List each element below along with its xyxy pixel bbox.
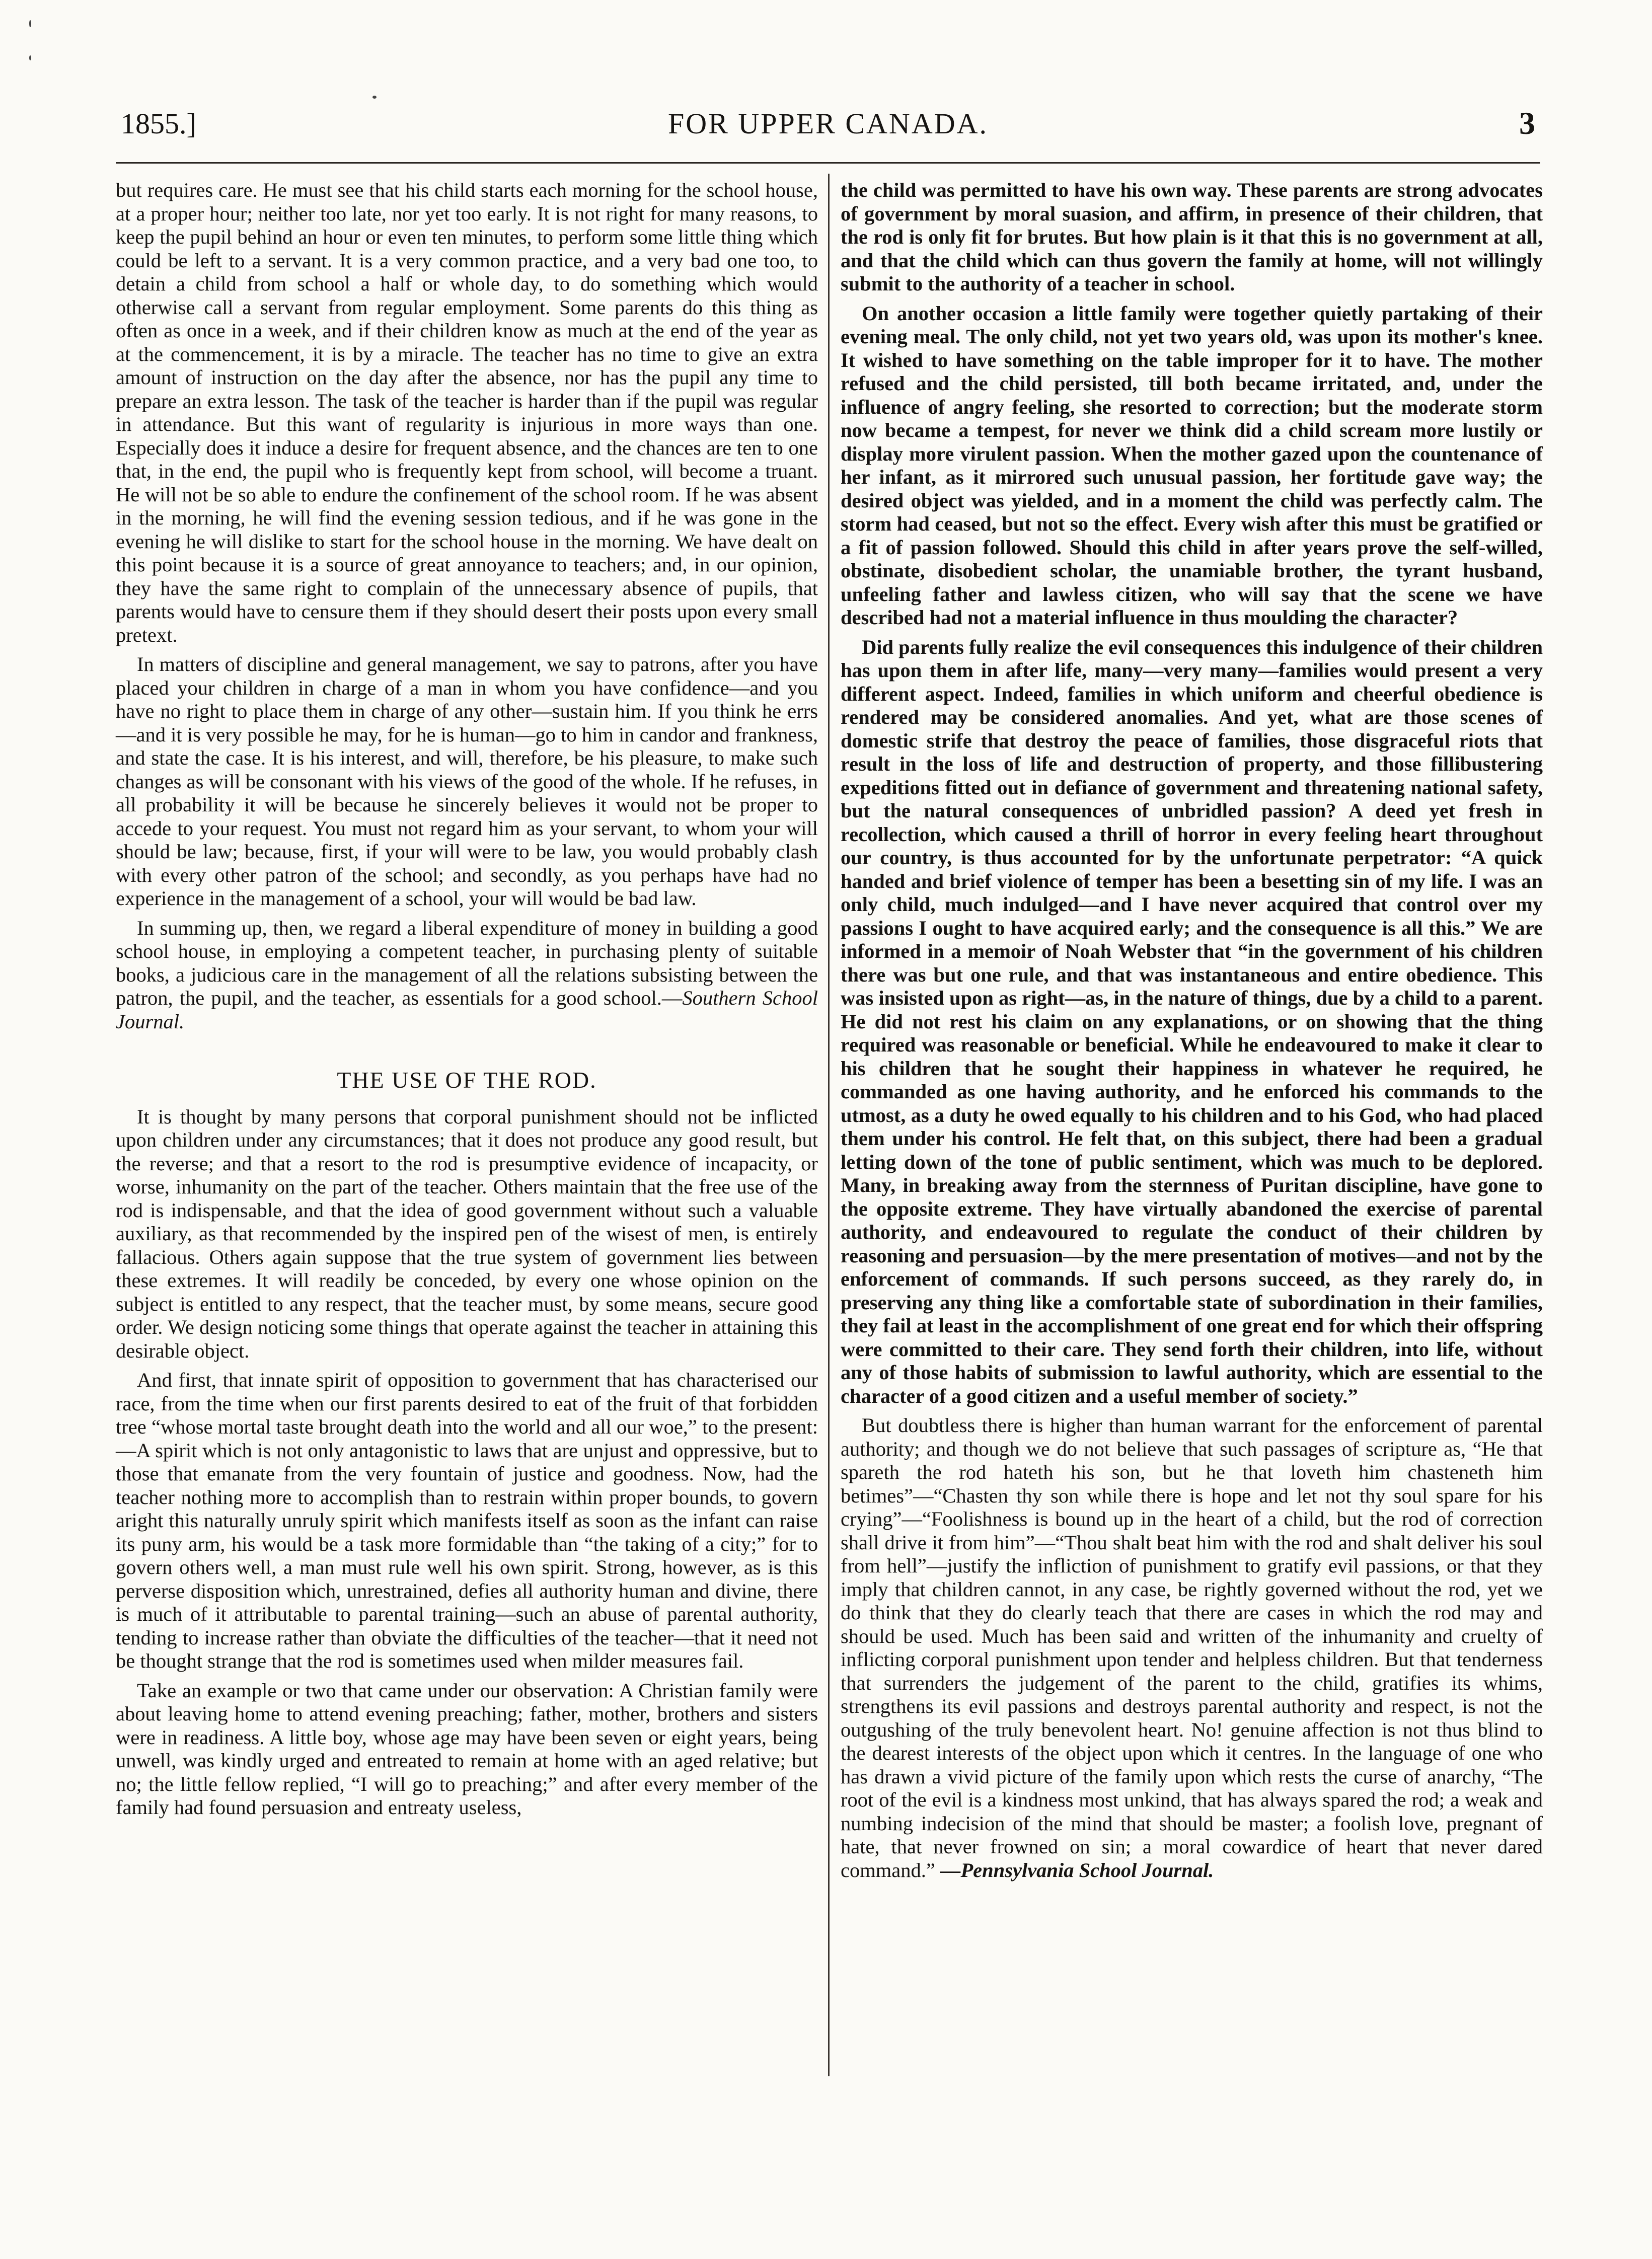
header-year: 1855.] bbox=[121, 107, 196, 140]
header-rule bbox=[116, 162, 1540, 164]
page-header bbox=[121, 107, 1535, 152]
article-paragraph bbox=[116, 917, 818, 1034]
article-paragraph: the child was permitted to have his own way. These parents are strong advocates of government by moral suasion, and affirm, in presence of their children, that the rod is only fit for brutes. But how plain is it that this is no government at all, and that the child which can thus govern the family at home, will not willingly submit to the authority of a teacher in school. bbox=[841, 179, 1543, 295]
article-paragraph: In matters of discipline and general management, we say to patrons, after you have placed your children in charge of a man in whom you have confidence—and you have no right to place them in charge of any other—sustain him. If you think he errs—and it is very possible he may, for he is human—go to him in candor and frankness, and state the case. It is his interest, and will, therefore, be his pleasure, to make such changes as will be consonant with his views of the good of the whole. If he refuses, in all probability it will be because he sincerely believes it would not be proper to accede to your request. You must not regard him as your servant, to whom your will should be law; because, first, if your will were to be law, you would probably clash with every other patron of the school; and secondly, as you perhaps have had no experience in the management of a school, your will would be bad law. bbox=[116, 653, 818, 910]
article-paragraph: It is thought by many persons that corporal punishment should not be inflicted upon children under any circumstances; that it does not produce any good result, but the reverse; and that a resort to the rod is presumptive evidence of incapacity, or worse, inhumanity on the part of the teacher. Others maintain that the free use of the rod is indispensable, and that the idea of good government without such a valuable auxiliary, as that recommended by the inspired pen of the wisest of men, is entirely fallacious. Others again suppose that the true system of government lies between these extremes. It will readily be conceded, by every one whose opinion on the subject is entitled to any respect, that the teacher must, by some means, secure good order. We design noticing some things that operate against the teacher in attaining this desirable object. bbox=[116, 1105, 818, 1362]
page-number: 3 bbox=[1519, 105, 1535, 141]
right-column bbox=[841, 179, 1543, 1888]
column-divider bbox=[828, 174, 830, 2076]
paragraph-text: But doubtless there is higher than human warrant for the enforcement of parental authority; and though we do not believe that such passages of scripture as, “He that spareth the rod hateth his son, but he that loveth him chasteneth him betimes”—“Chasten thy son while there is hope and let not thy soul spare for his crying”—“Foolishness is bound up in the heart of a child, but the rod of correction shall drive it from him”—“Thou shalt beat him with the rod and shalt deliver his soul from hell”—justify the infliction of punishment to gratify evil passions, or that they imply that children cannot, in any case, be rightly governed without the rod, yet we do think that they do clearly teach that there are cases in which the rod may and should be used. Much has been said and written of the inhumanity and cruelty of inflicting corporal punishment upon tender and helpless children. But that tenderness that surrenders the judgement of the parent to the child, gratifies its whims, strengthens its evil passions and destroys parental authority and respect, is not the outgushing of the truly benevolent heart. No! genuine affection is not thus blind to the dearest interests of the object upon which it centres. In the language of one who has drawn a vivid picture of the family upon which rests the curse of anarchy, “The root of the evil is a kindness most unkind, that has always spared the rod; a weak and numbing indecision of the mind that should be master; a foolish love, pregnant of hate, that never frowned on sin; a moral cowardice of heart that never dared command.” bbox=[841, 1414, 1543, 1881]
left-column bbox=[116, 179, 818, 1826]
article-paragraph: And first, that innate spirit of opposition to government that has characterised our race, from the time when our first parents desired to eat of the fruit of that forbidden tree “whose mortal taste brought death into the world and all our woe,” to the present:—A spirit which is not only antagonistic to laws that are unjust and oppressive, but to those that emanate from the very fountain of justice and goodness. Now, had the teacher nothing more to accomplish than to restrain within proper bounds, to govern aright this naturally unruly spirit which manifests itself as soon as the infant can raise its puny arm, his would be a task more formidable than “the taking of a city;” for to govern others well, a man must rule well his own spirit. Strong, however, as is this perverse disposition which, unrestrained, defies all authority human and divine, there is much of it attributable to parental training—such an abuse of parental authority, tending to increase rather than obviate the difficulties of the teacher—that it need not be thought strange that the rod is sometimes used when milder measures fail. bbox=[116, 1369, 818, 1672]
article-paragraph: Take an example or two that came under our observation: A Christian family were about leaving home to attend evening preaching; father, mother, brothers and sisters were in readiness. A little boy, whose age may have been seven or eight years, being unwell, was kindly urged and entreated to remain at home with an aged relative; but no; the little fellow replied, “I will go to preaching;” and after every member of the family had found persuasion and entreaty useless, bbox=[116, 1679, 818, 1819]
print-speck bbox=[372, 96, 377, 99]
print-speck bbox=[29, 55, 31, 60]
article-paragraph: but requires care. He must see that his child starts each morning for the school house, at a proper hour; neither too late, nor yet too early. It is not right for many reasons, to keep the pupil behind an hour or even ten minutes, to perform some little thing which could be left to a servant. It is a very common practice, and a very bad one too, to detain a child from school a half or whole day, to do something which would otherwise call a servant from regular employment. Some parents do this thing as often as once in a week, and if their children know as much at the end of the year as at the commencement, it is by a miracle. The teacher has no time to give an extra amount of instruction on the day after the absence, nor has the pupil any time to prepare an extra lesson. The task of the teacher is harder than if the pupil was regular in attendance. But this want of regularity is injurious in more ways than one. Especially does it induce a desire for frequent absence, and the chances are ten to one that, in the end, the pupil who is frequently kept from school, will become a truant. He will not be so able to endure the confinement of the school room. If he was absent in the morning, he will find the evening session tedious, and if he was gone in the evening he will dislike to start for the school house in the morning. We have dealt on this point because it is a source of great annoyance to teachers; and, in our opinion, they have the same right to complain of the unnecessary absence of pupils, that parents would have to censure them if they should desert their posts upon every small pretext. bbox=[116, 179, 818, 646]
section-title-text: THE USE OF THE ROD. bbox=[337, 1067, 597, 1093]
header-title: FOR UPPER CANADA. bbox=[668, 107, 988, 140]
paragraph-text: In summing up, then, we regard a liberal expenditure of money in building a good school house, in employing a competent teacher, in purchasing plenty of suitable books, a judicious care in the management of all the relations subsisting between the patron, the pupil, and the teacher, as essentials for a good school.— bbox=[116, 916, 818, 1009]
section-title bbox=[116, 1069, 818, 1092]
source-citation: Southern School Journal. bbox=[116, 987, 818, 1033]
print-speck bbox=[29, 20, 31, 27]
article-paragraph bbox=[841, 1414, 1543, 1882]
article-paragraph: Did parents fully realize the evil consequences this indulgence of their children has upon them in after life, many—very many—families would present a very different aspect. Indeed, families in which uniform and cheerful obedience is rendered may be considered anomalies. And yet, what are those scenes of domestic strife that destroy the peace of families, those disgraceful riots that result in the loss of life and destruction of property, and those fillibustering expeditions fitted out in defiance of government and threatening national safety, but the natural consequences of unbridled passion? A deed yet fresh in recollection, which caused a thrill of horror in every feeling heart throughout our country, is thus accounted for by the unfortunate perpetrator: “A quick handed and brief violence of temper has been a besetting sin of my life. I was an only child, much indulged—and I have never acquired that control over my passions I ought to have acquired early; and the consequence is all this.” We are informed in a memoir of Noah Webster that “in the government of his children there was but one rule, and that was instantaneous and entire obedience. This was insisted upon as right—as, in the nature of things, due by a child to a parent. He did not rest his claim on any explanations, or on showing that the thing required was reasonable or beneficial. While he endeavoured to make it clear to his children that he sought their happiness in whatever he required, he commanded as one having authority, and he enforced his commands to the utmost, as a duty he owed equally to his children and to his God, who had placed them under his control. He felt that, on this subject, there had been a gradual letting down of the tone of public sentiment, which was much to be deplored. Many, in breaking away from the sternness of Puritan discipline, have gone to the opposite extreme. They have virtually abandoned the exercise of parental authority, and endeavoured to regulate the conduct of their children by reasoning and persuasion—by the mere presentation of motives—and not by the enforcement of commands. If such persons succeed, as they rarely do, in preserving any thing like a comfortable state of subordination in their families, they fail at least in the accomplishment of one great end for which their offspring were committed to their care. They send forth their children, into life, without any of those habits of submission to lawful authority, which are essential to the character of a good citizen and a useful member of society.” bbox=[841, 635, 1543, 1407]
source-citation: —Pennsylvania School Journal. bbox=[940, 1858, 1214, 1881]
article-paragraph: On another occasion a little family were together quietly partaking of their evening meal. The only child, not yet two years old, was upon its mother's knee. It wished to have something on the table improper for it to have. The mother refused and the child persisted, till both became irritated, and, under the influence of angry feeling, she resorted to correction; but the moderate storm now became a tempest, for never we think did a child scream more lustily or display more virulent passion. When the mother gazed upon the countenance of her infant, as it mirrored such unusual passion, her fortitude gave way; the desired object was yielded, and in a moment the child was perfectly calm. The storm had ceased, but not so the effect. Every wish after this must be gratified or a fit of passion followed. Should this child in after years prove the self-willed, obstinate, disobedient scholar, the unamiable brother, the tyrant husband, unfeeling father and lawless citizen, who will say that the scene we have described had not a material influence in thus moulding the character? bbox=[841, 302, 1543, 629]
